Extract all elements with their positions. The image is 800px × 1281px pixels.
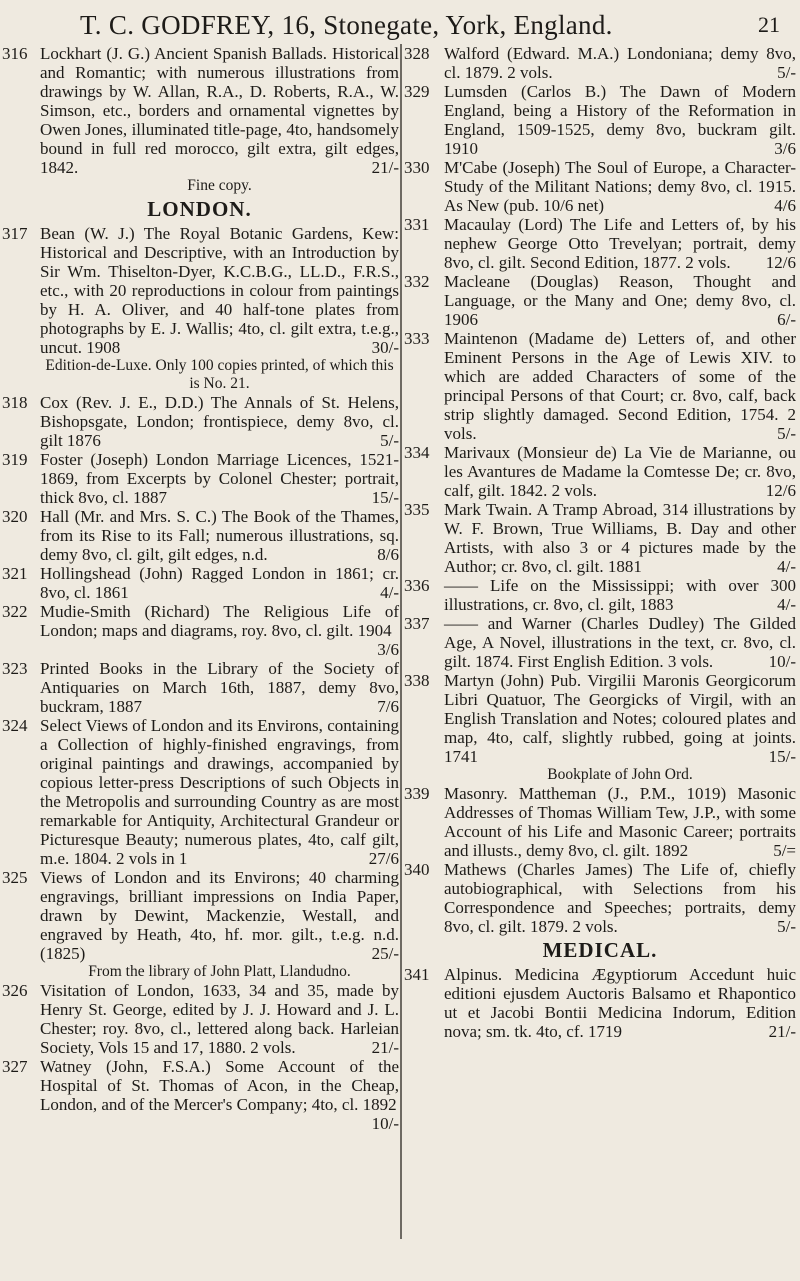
entry-description: Mark Twain. A Tramp Abroad, 314 illustrations by W. F. Brown, True Williams, B. Day and other Artists, with also 3 or 4 pictures made by the Author; cr. 8vo, cl. gilt. 1881: [444, 500, 796, 576]
entry-description: Marivaux (Monsieur de) La Vie de Marianne, ou les Avantures de Madame la Comtesse De; cr. 8vo, calf, gilt. 1842. 2 vols.: [444, 443, 796, 500]
entry-description: Macaulay (Lord) The Life and Letters of, by his nephew George Otto Trevelyan; portrait, demy 8vo, cl. gilt. Second Edition, 1877. 2 vols.: [444, 215, 796, 272]
entry-body: [444, 576, 796, 614]
entry-number: 324: [2, 716, 28, 735]
section-heading: LONDON.: [147, 197, 252, 221]
entry-price: 21/-: [768, 1022, 796, 1041]
entry-price: 8/6: [377, 545, 399, 564]
entry-price: 5/-: [380, 431, 399, 450]
entry-description: Foster (Joseph) London Marriage Licences, 1521-1869, from Excerpts by Colonel Chester; portrait, thick 8vo, cl. 1887: [40, 450, 399, 507]
entry-body: [444, 443, 796, 500]
entry-number: 318: [2, 393, 28, 412]
entry-price: 10/-: [768, 652, 796, 671]
entry-price: 30/-: [371, 338, 399, 357]
entry-body: [444, 82, 796, 158]
catalogue-entry: [404, 215, 796, 272]
catalogue-entry: [404, 44, 796, 82]
entry-body: [40, 224, 399, 393]
left-column: [0, 44, 399, 1133]
entry-number: 316: [2, 44, 28, 63]
entry-body: [40, 393, 399, 450]
entry-description: Mathews (Charles James) The Life of, chiefly autobiographical, with Selections from his Correspondence and Speeches; portraits, demy 8vo, cl. gilt. 1879. 2 vols.: [444, 860, 796, 936]
entry-number: 331: [404, 215, 430, 234]
page-number: 21: [758, 12, 780, 37]
entry-price: 5/-: [777, 424, 796, 443]
entry-description: Printed Books in the Library of the Society of Antiquaries on March 16th, 1887, demy 8vo, buckram, 1887: [40, 659, 399, 716]
entry-number: 317: [2, 224, 28, 243]
entry-description: Views of London and its Environs; 40 charming engravings, brilliant impressions on India Paper, drawn by Dewint, Mackenzie, Westall, and engraved by Heath, 4to, hf. mor. gilt., t.e.g. n.d. (1825): [40, 868, 399, 963]
catalogue-entry: [404, 576, 796, 614]
entry-body: [444, 500, 796, 576]
entry-number: 337: [404, 614, 430, 633]
entry-number: 323: [2, 659, 28, 678]
section-heading: MEDICAL.: [542, 938, 658, 962]
entry-price: 5/=: [773, 841, 796, 860]
entry-note: From the library of John Platt, Llandudno.: [88, 963, 351, 980]
entry-description: Maintenon (Madame de) Letters of, and other Eminent Persons in the Age of Lewis XIV. to which are added Characters of some of the principal Persons of that Court; cr. 8vo, calf, back strip slightly damaged. Second Edition, 1754. 2 vols.: [444, 329, 796, 443]
entry-number: 335: [404, 500, 430, 519]
catalogue-entry: [0, 659, 399, 716]
entry-price: 5/-: [777, 63, 796, 82]
entry-body: [444, 671, 796, 784]
catalogue-entry: [404, 158, 796, 215]
entry-price: 4/-: [777, 557, 796, 576]
entry-price: 25/-: [371, 944, 399, 963]
entry-description: Bean (W. J.) The Royal Botanic Gardens, Kew: Historical and Descriptive, with an Introduction by Sir Wm. Thiselton-Dyer, K.C.B.G., LL.D., F.R.S., etc., with 20 reproductions in colour from paintings by H. A. Oliver, and 40 half-tone plates from photographs by E. J. Wallis; 4to, cl. gilt extra, t.e.g., uncut. 1908: [40, 224, 399, 357]
entry-body: [444, 614, 796, 671]
entry-description: Lumsden (Carlos B.) The Dawn of Modern England, being a History of the Reformation in England, 1509-1525, demy 8vo, buckram gilt. 1910: [444, 82, 796, 158]
entry-description: Martyn (John) Pub. Virgilii Maronis Georgicorum Libri Quatuor, The Georgicks of Virgil, with an English Translation and Notes; coloured plates and map, 4to, calf, slightly rubbed, going at joints. 1741: [444, 671, 796, 766]
entry-number: 326: [2, 981, 28, 1000]
entry-price: 12/6: [765, 481, 796, 500]
entry-body: [40, 450, 399, 507]
header-title: T. C. GODFREY, 16, Stonegate, York, England.: [80, 10, 613, 40]
entry-description: Alpinus. Medicina Ægyptiorum Accedunt huic editioni ejusdem Auctoris Balsamo et Rhapontico ut et Jacobi Bontii Medicina Indorum, Edition nova; sm. tk. 4to, cf. 1719: [444, 965, 796, 1041]
catalogue-entry: [0, 507, 399, 564]
entry-number: 320: [2, 507, 28, 526]
entry-price: 4/6: [774, 196, 796, 215]
catalogue-entry: [404, 82, 796, 158]
catalogue-entry: [0, 224, 399, 393]
entry-body: [40, 1057, 399, 1133]
entry-body: [40, 564, 399, 602]
right-column: [404, 44, 796, 1041]
entry-description: Macleane (Douglas) Reason, Thought and Language, or the Many and One; demy 8vo, cl. 1906: [444, 272, 796, 329]
entry-price: 5/-: [777, 917, 796, 936]
entry-price: 3/6: [774, 139, 796, 158]
entry-number: 322: [2, 602, 28, 621]
entry-number: 333: [404, 329, 430, 348]
catalogue-entry: [404, 329, 796, 443]
entry-body: [40, 981, 399, 1057]
entry-number: 325: [2, 868, 28, 887]
entry-number: 329: [404, 82, 430, 101]
entry-description: Lockhart (J. G.) Ancient Spanish Ballads. Historical and Romantic; with numerous illustrations from drawings by W. Allan, R.A., D. Roberts, R.A., W. Simson, etc., borders and ornamental vignettes by Owen Jones, illuminated title-page, 4to, handsomely bound in full red morocco, gilt extra, gilt edges, 1842.: [40, 44, 399, 177]
entry-body: [444, 158, 796, 215]
catalogue-entry: [404, 272, 796, 329]
catalogue-entry: [404, 671, 796, 784]
entry-price: 12/6: [765, 253, 796, 272]
catalogue-entry: [404, 500, 796, 576]
entry-price: 15/-: [768, 747, 796, 766]
entry-note: Edition-de-Luxe. Only 100 copies printed, of which this is No. 21.: [45, 357, 394, 392]
entry-number: 327: [2, 1057, 28, 1076]
entry-number: 336: [404, 576, 430, 595]
entry-number: 319: [2, 450, 28, 469]
entry-number: 340: [404, 860, 430, 879]
entry-description: —— and Warner (Charles Dudley) The Gilded Age, A Novel, illustrations in the text, cr. 8vo, cl. gilt. 1874. First English Edition. 3 vols.: [444, 614, 796, 671]
entry-description: Walford (Edward. M.A.) Londoniana; demy 8vo, cl. 1879. 2 vols.: [444, 44, 796, 82]
entry-note: Bookplate of John Ord.: [547, 766, 693, 783]
entry-description: Hollingshead (John) Ragged London in 1861; cr. 8vo, cl. 1861: [40, 564, 399, 602]
catalogue-entry: [0, 602, 399, 659]
entry-number: 338: [404, 671, 430, 690]
entry-number: 341: [404, 965, 430, 984]
entry-body: [40, 659, 399, 716]
entry-price: 4/-: [777, 595, 796, 614]
entry-price: 21/-: [371, 1038, 399, 1057]
entry-body: [444, 329, 796, 443]
entry-number: 321: [2, 564, 28, 583]
entry-description: Masonry. Mattheman (J., P.M., 1019) Masonic Addresses of Thomas William Tew, J.P., with some Account of his Life and Masonic Career; portraits and illusts., demy 8vo, cl. gilt. 1892: [444, 784, 796, 860]
catalogue-entry: [0, 1057, 399, 1133]
entry-description: Hall (Mr. and Mrs. S. C.) The Book of the Thames, from its Rise to its Fall; numerous illustrations, sq. demy 8vo, cl. gilt, gilt edges, n.d.: [40, 507, 399, 564]
entry-body: [40, 716, 399, 868]
entry-description: —— Life on the Mississippi; with over 300 illustrations, cr. 8vo, cl. gilt, 1883: [444, 576, 796, 614]
entry-description: M'Cabe (Joseph) The Soul of Europe, a Character-Study of the Militant Nations; demy 8vo, cl. 1915. As New (pub. 10/6 net): [444, 158, 796, 215]
entry-description: Cox (Rev. J. E., D.D.) The Annals of St. Helens, Bishopsgate, London; frontispiece, demy 8vo, cl. gilt 1876: [40, 393, 399, 450]
entry-number: 334: [404, 443, 430, 462]
entry-body: [40, 602, 399, 659]
catalogue-entry: [404, 443, 796, 500]
entry-price: 6/-: [777, 310, 796, 329]
entry-description: Select Views of London and its Environs, containing a Collection of highly-finished engravings, from original paintings and drawings, accompanied by copious letter-press Descriptions of such Objects in the Metropolis and surrounding Country as are most remarkable for Antiquity, Architectural Grandeur or Picturesque Beauty; numerous plates, 4to, calf gilt, m.e. 1804. 2 vols in 1: [40, 716, 399, 868]
entry-description: Visitation of London, 1633, 34 and 35, made by Henry St. George, edited by J. J. Howard and J. L. Chester; roy. 8vo, cl., lettered along back. Harleian Society, Vols 15 and 17, 1880. 2 vols.: [40, 981, 399, 1057]
catalogue-entry: [0, 44, 399, 195]
catalogue-entry: [0, 564, 399, 602]
entry-body: [444, 965, 796, 1041]
entry-description: Watney (John, F.S.A.) Some Account of the Hospital of St. Thomas of Acon, in the Cheap, London, and of the Mercer's Company; 4to, cl. 1892: [40, 1057, 399, 1114]
entry-price: 7/6: [377, 697, 399, 716]
entry-body: [444, 44, 796, 82]
entry-price: 3/6: [377, 640, 399, 659]
catalogue-entry: [0, 716, 399, 868]
entry-number: 339: [404, 784, 430, 803]
entry-note: Fine copy.: [187, 177, 252, 194]
entry-price: 15/-: [371, 488, 399, 507]
catalogue-entry: [0, 981, 399, 1057]
entry-body: [40, 868, 399, 981]
catalogue-entry: [404, 614, 796, 671]
entry-body: [444, 784, 796, 860]
catalogue-entry: [0, 450, 399, 507]
entry-number: 332: [404, 272, 430, 291]
catalogue-entry: [404, 965, 796, 1041]
catalogue-entry: [404, 860, 796, 936]
entry-description: Mudie-Smith (Richard) The Religious Life of London; maps and diagrams, roy. 8vo, cl. gilt. 1904: [40, 602, 399, 640]
catalogue-entry: [0, 868, 399, 981]
entry-body: [40, 44, 399, 195]
page-header: [80, 10, 780, 41]
entry-price: 27/6: [368, 849, 399, 868]
entry-number: 328: [404, 44, 430, 63]
catalogue-entry: [404, 784, 796, 860]
catalogue-entry: [0, 393, 399, 450]
column-divider: [400, 44, 402, 1239]
entry-price: 21/-: [371, 158, 399, 177]
entry-body: [444, 272, 796, 329]
entry-body: [444, 215, 796, 272]
entry-price: 4/-: [380, 583, 399, 602]
entry-body: [40, 507, 399, 564]
entry-number: 330: [404, 158, 430, 177]
entry-body: [444, 860, 796, 936]
entry-price: 10/-: [371, 1114, 399, 1133]
